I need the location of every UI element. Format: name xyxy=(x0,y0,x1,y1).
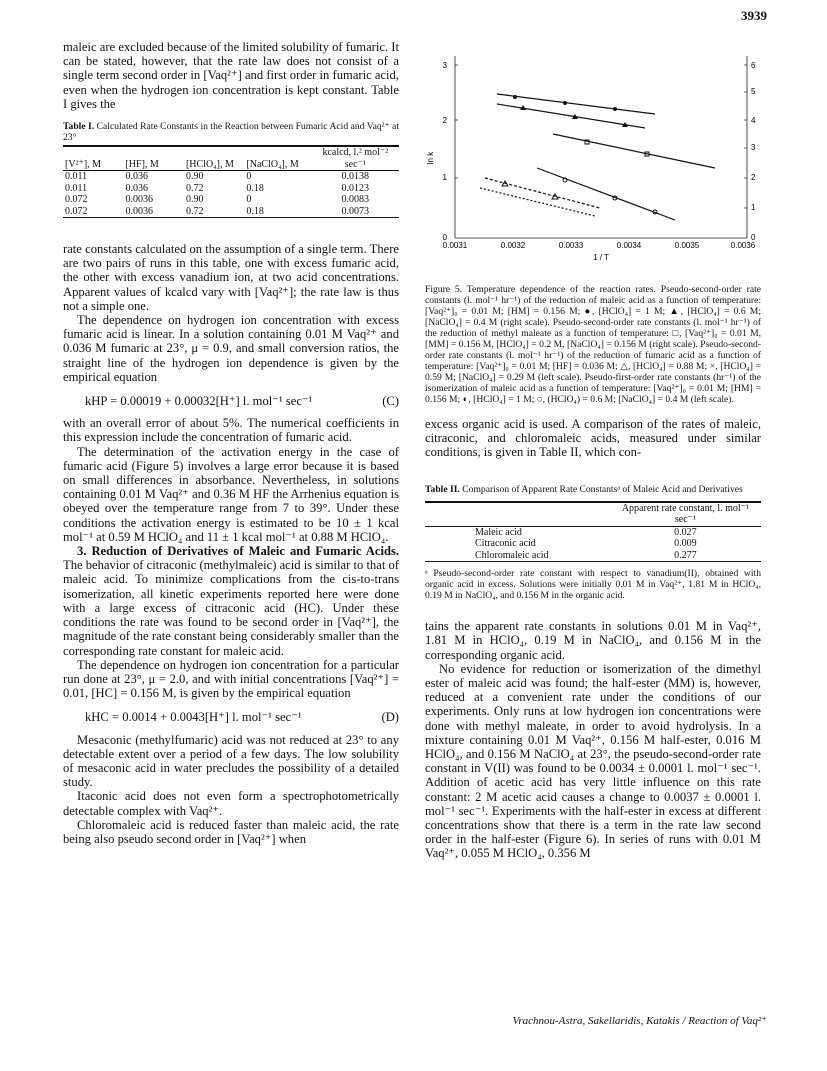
y-right-tick: 0 xyxy=(751,233,756,242)
table1-cell: 0.18 xyxy=(246,205,264,217)
series-line xyxy=(553,134,715,168)
paragraph: The determination of the activation energy in the case of fumaric acid (Figure 5) involves a large error because it is based on small differences in absorbance. Nevertheless, in solutions containing 0.01 M Vaq²⁺ and 0.36 M HF the Arrhenius equation is obeyed over the temperature range from 7 to 39°. Under these conditions the activation energy is estimated to be 10 ± 1 kcal mol⁻¹ at 0.59 M HClO₄ and 11 ± 1 kcal mol⁻¹ at 0.88 M HClO₄. xyxy=(63,444,399,544)
table2-cell: 0.027 xyxy=(674,526,697,538)
figure-5 xyxy=(425,48,761,278)
section-3-heading: 3. Reduction of Derivatives of Maleic and Fumaric Acids. xyxy=(77,544,399,559)
table1-cell: 0 xyxy=(246,171,252,183)
page-number: 3939 xyxy=(741,8,767,23)
table1-cell: 0.036 xyxy=(125,182,148,194)
y-right-tick: 2 xyxy=(751,173,756,182)
equation-d-label: (D) xyxy=(381,710,399,725)
table1-cell: 0.0036 xyxy=(125,205,153,217)
table1-cell: 0.0083 xyxy=(341,194,370,206)
table1-header: [V²⁺], M xyxy=(65,158,102,170)
table1-cell: 0.0138 xyxy=(341,171,370,183)
table1-cell: 0.0073 xyxy=(341,205,370,217)
table2-header: Apparent rate constant, l. mol⁻¹ sec⁻¹ xyxy=(621,502,749,526)
paragraph: tains the apparent rate constants in solutions 0.01 M in Vaq²⁺, 1.81 M in HClO₄, 0.19 M in NaClO₄, and 0.156 M in the corresponding organic acid. xyxy=(425,619,761,662)
paragraph: The dependence on hydrogen ion concentration with excess fumaric acid is linear. In a solution containing 0.01 M Vaq²⁺ and 0.036 M fumaric at 23°, μ = 0.9, and small conversion ratios, the straight line of the hydrogen ion dependence is given by the empirical equation xyxy=(63,313,399,384)
equation-d-text: kHC = 0.0014 + 0.0043[H⁺] l. mol⁻¹ sec⁻¹ xyxy=(85,710,302,725)
y-right-tick: 1 xyxy=(751,203,756,212)
y-right-tick: 4 xyxy=(751,116,756,125)
data-point xyxy=(513,95,517,99)
equation-c-text: kHP = 0.00019 + 0.00032[H⁺] l. mol⁻¹ sec⁻¹ xyxy=(85,394,313,409)
table2-cell: Chloromaleic acid xyxy=(475,549,549,561)
figure-5-plot xyxy=(425,48,761,266)
table1-cell: 0.011 xyxy=(65,182,88,194)
x-tick: 0.0036 xyxy=(730,241,756,250)
table2 xyxy=(425,501,761,563)
paragraph: Chloromaleic acid is reduced faster than maleic acid, the rate being also pseudo second order in [Vaq²⁺] when xyxy=(63,817,399,846)
section-3 xyxy=(63,544,399,658)
data-point xyxy=(563,101,567,105)
x-axis-label: 1 / T xyxy=(593,253,609,262)
x-tick: 0.0032 xyxy=(500,241,526,250)
table1-cell: 0.18 xyxy=(246,182,264,194)
paragraph: maleic are excluded because of the limited solubility of fumaric. It can be stated, however, that the rate law does not consist of a single term second order in [Vaq²⁺] and first order in fumaric acid, even when the hydrogen ion concentration is kept constant. Table I gives the xyxy=(63,40,399,111)
table1-cell: 0.90 xyxy=(185,171,204,183)
x-tick: 0.0033 xyxy=(558,241,584,250)
y-left-tick: 3 xyxy=(442,61,447,70)
paragraph: with an overall error of about 5%. The numerical coefficients in this expression include the concentration of fumaric acid. xyxy=(63,416,399,445)
table1-cell: 0.0036 xyxy=(125,194,153,206)
table2-caption xyxy=(425,484,761,495)
table1-cell: 0.72 xyxy=(185,182,204,194)
section-3-body: The behavior of citraconic (methylmaleic) acid is similar to that of maleic acid. To minimize complications from the cis-to-trans isomerization, all kinetic experiments reported here were done with a large excess of citraconic acid (HC). Under these conditions the rate was found to be second order in [Vaq²⁺], the magnitude of the rate constant being considerably smaller than the corresponding rate constant for maleic acid. xyxy=(63,558,399,658)
y-left-tick: 0 xyxy=(442,233,447,242)
table2-cell: 0.009 xyxy=(674,538,697,550)
y-right-tick: 3 xyxy=(751,143,756,152)
left-column xyxy=(63,40,399,846)
paragraph: Itaconic acid does not even form a spectrophotometrically detectable complex with Vaq²⁺. xyxy=(63,789,399,818)
table2-cell: Citraconic acid xyxy=(475,538,536,550)
paragraph: excess organic acid is used. A comparison of the rates of maleic, citraconic, and chloromaleic acids, measured under similar conditions, is given in Table II, which con- xyxy=(425,417,761,460)
series-line xyxy=(497,104,645,128)
paragraph: The dependence on hydrogen ion concentration for a particular run done at 23°, μ = 2.0, and with initial concentrations [Vaq²⁺] = 0.01, [HC] = 0.156 M, is given by the empirical equation xyxy=(63,657,399,701)
y-left-tick: 2 xyxy=(442,116,447,125)
table1-caption-text: Calculated Rate Constants in the Reaction between Fumaric Acid and Vaq²⁺ at 23° xyxy=(63,121,399,144)
x-tick: 0.0031 xyxy=(442,241,468,250)
paragraph: Mesaconic (methylfumaric) acid was not reduced at 23° to any detectable extent over a period of a few days. The low solubility of mesaconic acid in water precludes the possibility of a detailed study. xyxy=(63,732,399,790)
table1-cell: 0.0123 xyxy=(341,182,370,194)
data-point xyxy=(613,107,617,111)
figure-5-caption: Figure 5. Temperature dependence of the reaction rates. Pseudo-second-order rate constants (l. mol⁻¹ hr⁻¹) of the reduction of maleic acid as a function of temperature: [Vaq²⁺]₀ = 0.01 M; [HM] = 0.156 M; ●, [HClO₄] = 1 M; ▲, [HClO₄] = 0.6 M; [NaClO₄] = 0.4 M (right scale). Pseudo-second-order rate constants (l. mol⁻¹ hr⁻¹) of the reduction of methyl maleate as a function of temperature: □, [Vaq²⁺]₀ = 0.01 M, [MM] = 0.156 M, [HClO₄] = 0.2 M, [NaClO₄] = 0.156 M (right scale). Pseudo-second-order rate constants (l. mol⁻¹ hr⁻¹) of the reduction of fumaric acid as a function of temperature: [Vaq²⁺]₀ = 0.01 M; [HF] = 0.036 M; △, [HClO₄] = 0.88 M; ×, [HClO₄] = 0.59 M; [NaClO₄] = 0.29 M (left scale). Pseudo-first-order rate constants (hr⁻¹) of the isomerization of maleic acid as a function of temperature: [Vaq²⁺]₀ = 0.01 M; [HM] = 0.156 M; ◐, [HClO₄] = 1 M; ○, (HClO₄) = 0.6 M; [NaClO₄] = 0.4 M (left scale). xyxy=(425,284,761,405)
equation-c-label: (C) xyxy=(382,394,399,409)
y-axis-label: ln k xyxy=(426,151,435,165)
y-right-tick: 6 xyxy=(751,61,756,70)
right-column xyxy=(425,48,761,861)
series-line xyxy=(497,94,655,114)
table2-label: Table II. xyxy=(425,483,460,495)
table1-caption xyxy=(63,121,399,143)
table2-caption-text: Comparison of Apparent Rate Constantsᵃ of Maleic Acid and Derivatives xyxy=(462,483,743,495)
table2-cell: 0.277 xyxy=(674,549,697,561)
table1-cell: 0.72 xyxy=(185,205,204,217)
table1-cell: 0.90 xyxy=(185,194,204,206)
x-tick: 0.0034 xyxy=(616,241,642,250)
y-right-tick: 5 xyxy=(751,87,756,96)
equation-c xyxy=(85,394,399,408)
table2-footnote: ᵃ Pseudo-second-order rate constant with respect to vanadium(II), obtained with organic acid in excess. Solutions were initially 0.01 M in Vaq²⁺, 1.81 M in HClO₄, 0.19 M in NaClO₄, and 0.156 M in the organic acid. xyxy=(425,568,761,602)
table2-cell: Maleic acid xyxy=(475,526,522,538)
table1-header: [HClO₄], M xyxy=(185,158,234,170)
table1-cell: 0 xyxy=(246,194,252,206)
table1 xyxy=(63,145,399,218)
table1-cell: 0.072 xyxy=(65,194,88,206)
table1-cell: 0.072 xyxy=(65,205,88,217)
table1-cell: 0.036 xyxy=(125,171,148,183)
x-tick: 0.0035 xyxy=(674,241,700,250)
table1-header: [NaClO₄], M xyxy=(246,158,299,170)
equation-d xyxy=(85,710,399,724)
y-left-tick: 1 xyxy=(442,173,447,182)
paragraph: No evidence for reduction or isomerization of the dimethyl ester of maleic acid was found; the half-ester (MM) is, however, reduced at a convenient rate under the conditions of our experiments. Only runs at low hydrogen ion concentrations were done with methyl maleate, in order to avoid hydrolysis. In a mixture containing 0.01 M Vaq²⁺, 0.156 M half-ester, 0.016 M HClO₄, and 0.156 M NaClO₄ at 23°, the pseudo-second-order rate constant in V(II) was found to be 0.0034 ± 0.0001 l. mol⁻¹ sec⁻¹. Addition of acetic acid has very little influence on this rate constant: 2 M acetic acid causes a change to 0.0037 ± 0.0001 l. mol⁻¹ sec⁻¹. Experiments with the half-ester in excess at different concentrations show that there is a term in the rate law second order in the half-ester (Figure 6). In series of runs with 0.01 M Vaq²⁺, 0.055 M HClO₄, 0.356 M xyxy=(425,661,761,861)
series-line xyxy=(537,168,675,220)
table1-label: Table I. xyxy=(63,121,95,133)
table1-header: [HF], M xyxy=(125,158,159,170)
paragraph: rate constants calculated on the assumption of a single term. There are two pairs of runs in this table, one with excess fumaric acid, the other with excess vanadium ion, at two acid concentrations. Apparent values of kcalcd vary with [Vaq²⁺]; the rate law is thus not a simple one. xyxy=(63,242,399,313)
table1-header: kcalcd, l.² mol⁻² sec⁻¹ xyxy=(322,147,389,170)
running-head: Vrachnou-Astra, Sakellaridis, Katakis / Reaction of Vaq²⁺ xyxy=(512,1015,767,1027)
table1-cell: 0.011 xyxy=(65,171,88,183)
